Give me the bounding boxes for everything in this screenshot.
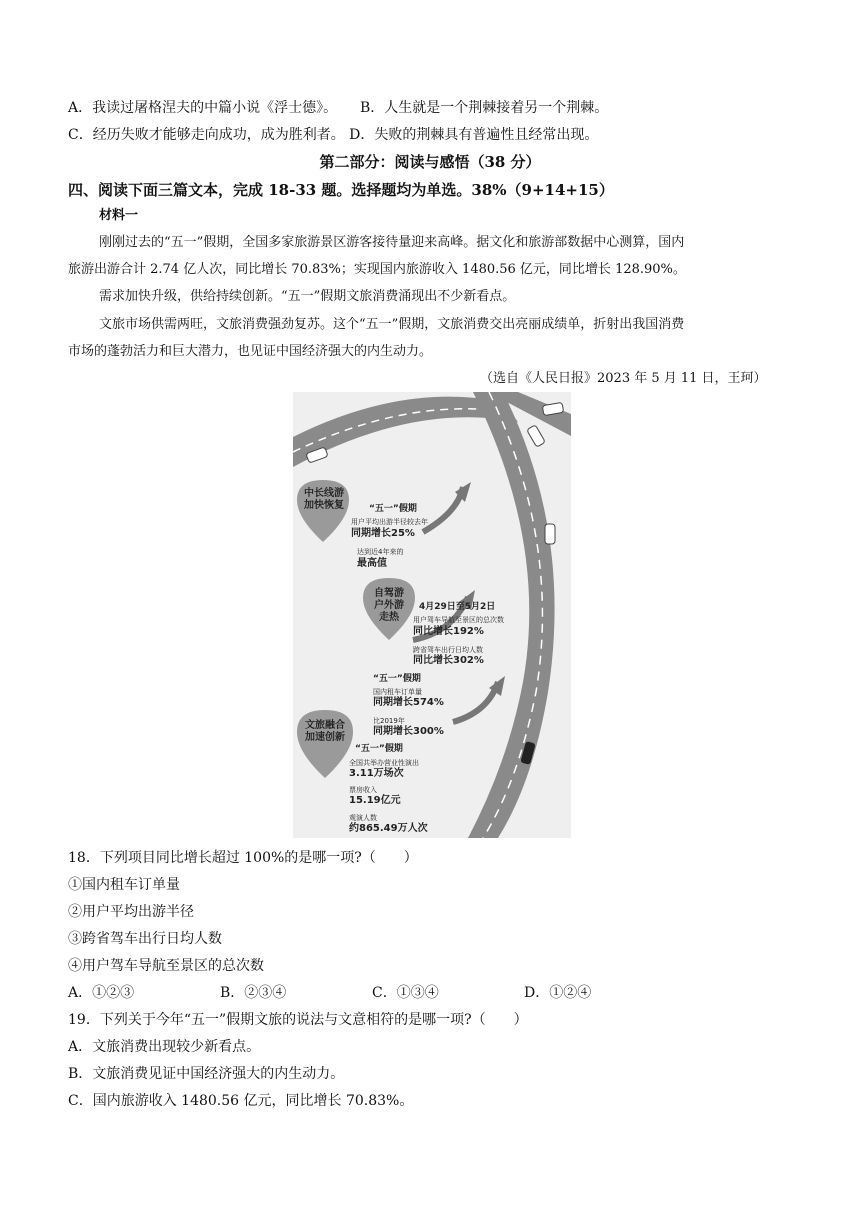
b1-text-2: 同期增长25% xyxy=(351,528,415,539)
b1-text-3: 达到近4年来的 xyxy=(357,548,404,556)
b2-text-2: 同比增长192% xyxy=(413,626,484,637)
b1-text-1: 用户平均出游半径较去年 xyxy=(351,518,428,526)
option-a: A．我读过屠格涅夫的中篇小说《浮士德》。 xyxy=(68,100,338,116)
q19-stem: 19．下列关于今年“五一”假期文旅的说法与文意相符的是哪一项?（ ） xyxy=(68,1012,528,1028)
car-icon xyxy=(527,425,546,447)
b3-text-5: 观演人数 xyxy=(349,814,377,822)
section-title: 第二部分：阅读与感悟（38 分） xyxy=(319,153,541,171)
paragraph-1-line-1: 刚刚过去的“五一”假期，全国多家旅游景区游客接待量迎来高峰。据文化和旅游部数据中心测算，国内 xyxy=(99,235,685,250)
q18-option-c: C．①③④ xyxy=(372,985,439,1001)
option-d: D．失败的荆棘具有普遍性且经常出现。 xyxy=(349,127,599,143)
q18-item-4: ④用户驾车导航至景区的总次数 xyxy=(68,958,264,974)
q18-option-a: A．①②③ xyxy=(68,985,135,1001)
b3-text-6: 约865.49万人次 xyxy=(349,823,428,834)
q18-option-b: B．②③④ xyxy=(220,985,287,1001)
infographic xyxy=(293,392,571,838)
car-icon xyxy=(545,524,555,544)
b3-text-1: 全国共举办营业性演出 xyxy=(349,759,419,767)
b3-text-4: 15.19亿元 xyxy=(349,795,401,806)
b2b-period: “五一”假期 xyxy=(373,674,421,684)
b3-text-3: 票房收入 xyxy=(349,786,377,794)
q18-item-3: ③跨省驾车出行日均人数 xyxy=(68,931,222,947)
b3-text-2: 3.11万场次 xyxy=(349,768,404,779)
paragraph-3-line-2: 市场的蓬勃活力和巨大潜力，也见证中国经济强大的内生动力。 xyxy=(68,344,433,359)
q19-option-b: B．文旅消费见证中国经济强大的内生动力。 xyxy=(68,1066,345,1082)
b3-period: “五一”假期 xyxy=(355,744,403,754)
b2-period: 4月29日至5月2日 xyxy=(419,602,496,612)
q19-option-a: A．文旅消费出现较少新看点。 xyxy=(68,1039,261,1055)
source-citation: （选自《人民日报》2023 年 5 月 11 日，王珂） xyxy=(480,371,767,386)
q18-stem: 18．下列项目同比增长超过 100%的是哪一项?（ ） xyxy=(68,850,418,866)
prev-options-row-2 xyxy=(68,125,598,145)
option-b: B．人生就是一个荆棘接着另一个荆棘。 xyxy=(360,100,609,116)
paragraph-1-line-2: 旅游出游合计 2.74 亿人次，同比增长 70.83%；实现国内旅游收入 1480.56 亿元，同比增长 128.90%。 xyxy=(68,262,686,277)
b2b-text-3: 比2019年 xyxy=(373,717,405,725)
prev-options-row-1 xyxy=(68,98,608,118)
q19-option-c: C．国内旅游收入 1480.56 亿元，同比增长 70.83%。 xyxy=(68,1093,414,1109)
bubble-3: 文旅融合 加速创新 xyxy=(305,720,345,743)
b2b-text-1: 国内租车订单量 xyxy=(373,688,422,696)
q18-item-1: ①国内租车订单量 xyxy=(68,877,180,893)
option-c: C．经历失败才能够走向成功，成为胜利者。 xyxy=(68,127,345,143)
bubble-1: 中长线游 加快恢复 xyxy=(304,488,344,511)
part-instruction: 四、阅读下面三篇文本，完成 18-33 题。选择题均为单选。38%（9+14+15） xyxy=(68,181,614,199)
paragraph-2: 需求加快升级，供给持续创新。“五一”假期文旅消费涌现出不少新看点。 xyxy=(99,289,516,304)
b2-text-1: 用户驾车导航至景区的总次数 xyxy=(413,616,504,624)
bubble-2: 自驾游 户外游 走热 xyxy=(374,588,404,623)
b1-text-4: 最高值 xyxy=(357,558,387,569)
paragraph-3-line-1: 文旅市场供需两旺，文旅消费强劲复苏。这个“五一”假期，文旅消费交出亮丽成绩单，折射出我国消费 xyxy=(99,317,685,332)
b2-text-4: 同比增长302% xyxy=(413,655,484,666)
b2b-text-2: 同期增长574% xyxy=(373,697,444,708)
b1-period: “五一”假期 xyxy=(369,504,417,514)
q18-item-2: ②用户平均出游半径 xyxy=(68,904,194,920)
material-label: 材料一 xyxy=(99,208,139,223)
b2-text-3: 跨省驾车出行日均人数 xyxy=(413,646,483,654)
b2b-text-4: 同期增长300% xyxy=(373,726,444,737)
road-illustration xyxy=(293,392,571,838)
q18-option-d: D．①②④ xyxy=(524,985,592,1001)
